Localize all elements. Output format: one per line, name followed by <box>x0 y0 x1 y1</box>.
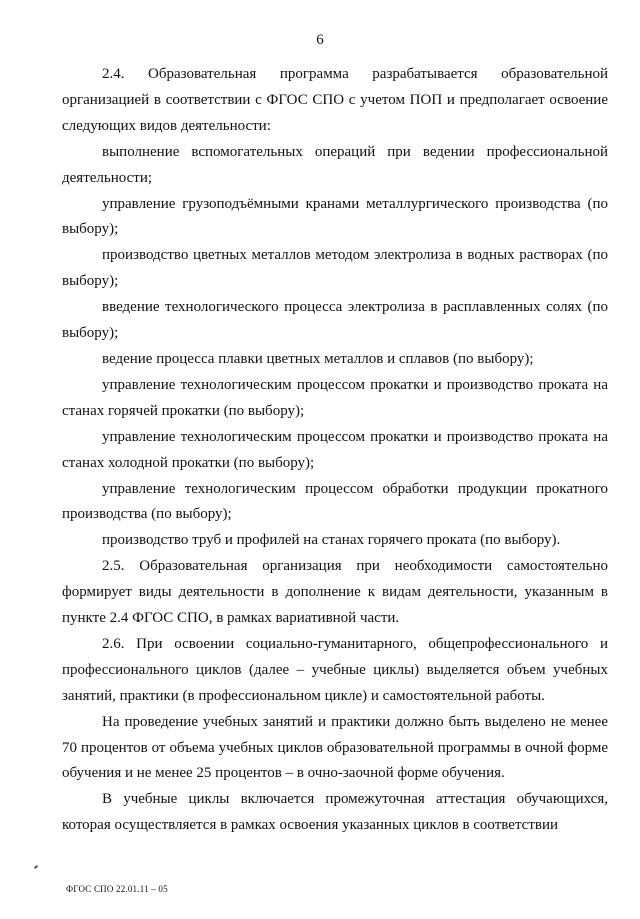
list-item-activity: управление технологическим процессом обработки продукции прокатного производства (по выбору); <box>62 480 608 523</box>
page-number: 6 <box>316 32 324 48</box>
list-item-activity: производство цветных металлов методом электролиза в водных растворах (по выбору); <box>62 247 608 290</box>
scan-mark <box>34 865 38 869</box>
paragraph-hours-share: На проведение учебных занятий и практики должно быть выделено не менее 70 процентов от объема учебных циклов образовательной программы в очной форме обучения и не менее 25 процентов – в очно-заочной форме обучения. <box>62 713 608 782</box>
list-item-activity: выполнение вспомогательных операций при ведении профессиональной деятельности; <box>62 143 608 186</box>
paragraph-2-5: 2.5. Образовательная организация при необходимости самостоятельно формирует виды деятельности в дополнение к видам деятельности, указанным в пункте 2.4 ФГОС СПО, в рамках вариативной части. <box>62 558 608 627</box>
paragraph-attestation: В учебные циклы включается промежуточная аттестация обучающихся, которая осуществляется в рамках освоения указанных циклов в соответствии <box>62 791 608 834</box>
list-item-activity: производство труб и профилей на станах горячего проката (по выбору). <box>102 532 561 549</box>
document-body <box>62 62 608 839</box>
document-footer-code: ФГОС СПО 22.01.11 – 05 <box>66 884 168 894</box>
list-item-activity: ведение процесса плавки цветных металлов и сплавов (по выбору); <box>102 350 534 367</box>
list-item-activity: управление технологическим процессом прокатки и производство проката на станах горячей прокатки (по выбору); <box>62 376 608 419</box>
list-item-activity: введение технологического процесса электролиза в расплавленных солях (по выбору); <box>62 299 608 342</box>
list-item-activity: управление грузоподъёмными кранами металлургического производства (по выбору); <box>62 195 608 238</box>
paragraph-2-4: 2.4. Образовательная программа разрабатывается образовательной организацией в соответствии с ФГОС СПО с учетом ПОП и предполагает освоение следующих видов деятельности: <box>62 66 608 134</box>
list-item-activity: управление технологическим процессом прокатки и производство проката на станах холодной прокатки (по выбору); <box>62 428 608 471</box>
paragraph-2-6: 2.6. При освоении социально-гуманитарного, общепрофессионального и профессионального циклов (далее – учебные циклы) выделяется объем учебных занятий, практики (в профессиональном цикле) и самостоятельной работы. <box>62 635 608 704</box>
